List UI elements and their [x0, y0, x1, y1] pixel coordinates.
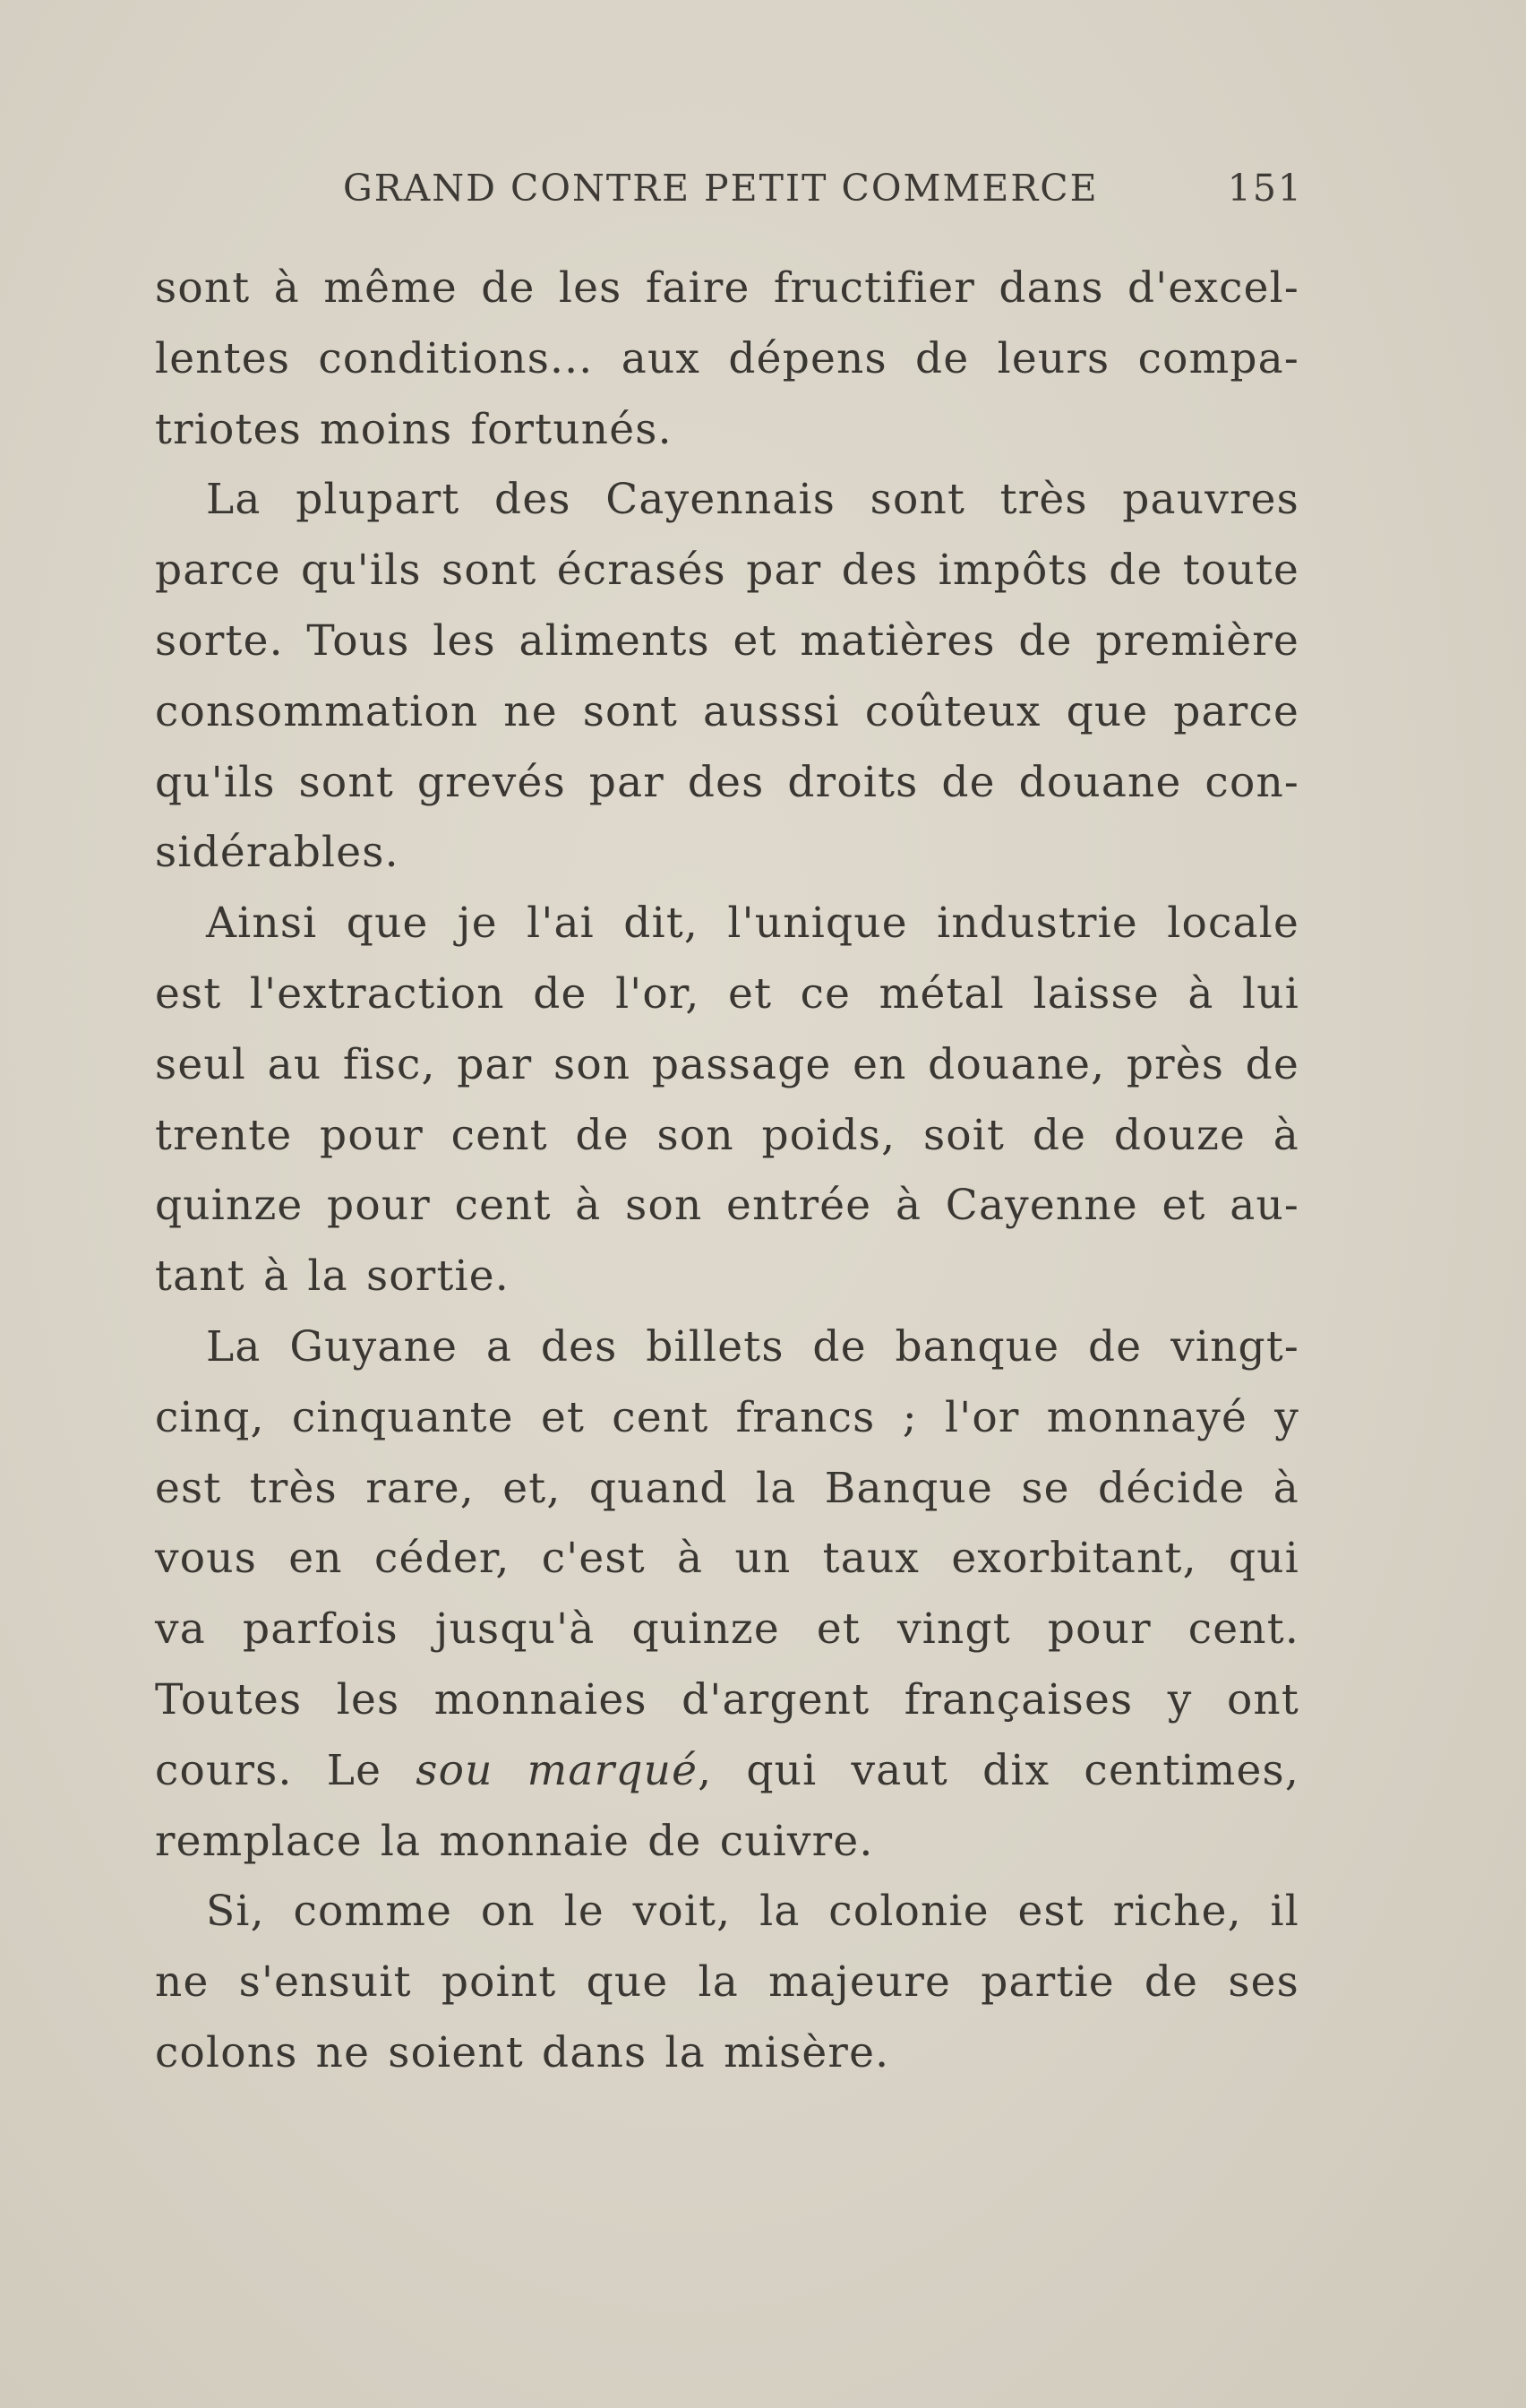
- page-number: 151: [1227, 167, 1303, 210]
- text-line: cinq, cinquante et cent francs ; l'or monnayé y: [155, 1392, 1299, 1442]
- text-line: colons ne soient dans la misère.: [155, 2027, 890, 2077]
- text-line: seul au fisc, par son passage en douane, près de: [155, 1039, 1299, 1089]
- text-line: triotes moins fortunés.: [155, 404, 673, 454]
- text-segment: cours. Le: [155, 1745, 416, 1795]
- text-line: sont à même de les faire fructifier dans d'excel-: [155, 263, 1299, 313]
- italic-phrase: sou marqué: [416, 1745, 699, 1795]
- running-title: GRAND CONTRE PETIT COMMERCE: [343, 167, 1099, 210]
- text-line: va parfois jusqu'à quinze et vingt pour cent.: [155, 1604, 1299, 1655]
- text-line: sorte. Tous les aliments et matières de première: [155, 615, 1299, 666]
- text-line: tant à la sortie.: [155, 1251, 510, 1302]
- text-line: vous en céder, c'est à un taux exorbitant, qui: [155, 1534, 1299, 1584]
- text-line: qu'ils sont grevés par des droits de douane con-: [155, 757, 1299, 807]
- text-line: parce qu'ils sont écrasés par des impôts de toute: [155, 546, 1299, 596]
- text-line: consommation ne sont ausssi coûteux que parce: [155, 686, 1299, 736]
- running-head: [343, 167, 1303, 224]
- text-line: quinze pour cent à son entrée à Cayenne et au-: [155, 1181, 1299, 1231]
- text-line: La Guyane a des billets de banque de vingt-: [206, 1321, 1299, 1372]
- text-line: trente pour cent de son poids, soit de douze à: [155, 1110, 1299, 1160]
- text-line: La plupart des Cayennais sont très pauvres: [206, 475, 1299, 525]
- body-text: [155, 254, 1299, 2089]
- text-line: est très rare, et, quand la Banque se décide à: [155, 1463, 1299, 1513]
- text-line: Ainsi que je l'ai dit, l'unique industrie locale: [206, 899, 1299, 949]
- text-segment: , qui vaut dix centimes,: [698, 1745, 1299, 1795]
- text-line: ne s'ensuit point que la majeure partie de ses: [155, 1957, 1299, 2008]
- text-line: sidérables.: [155, 828, 399, 878]
- text-line: Si, comme on le voit, la colonie est riche, il: [206, 1887, 1299, 1937]
- text-line-with-italic: [155, 1736, 1299, 1807]
- text-line: lentes conditions... aux dépens de leurs compa-: [155, 333, 1299, 383]
- text-line: est l'extraction de l'or, et ce métal laisse à lui: [155, 968, 1299, 1019]
- text-line: Toutes les monnaies d'argent françaises y ont: [155, 1674, 1299, 1724]
- text-line: remplace la monnaie de cuivre.: [155, 1816, 874, 1866]
